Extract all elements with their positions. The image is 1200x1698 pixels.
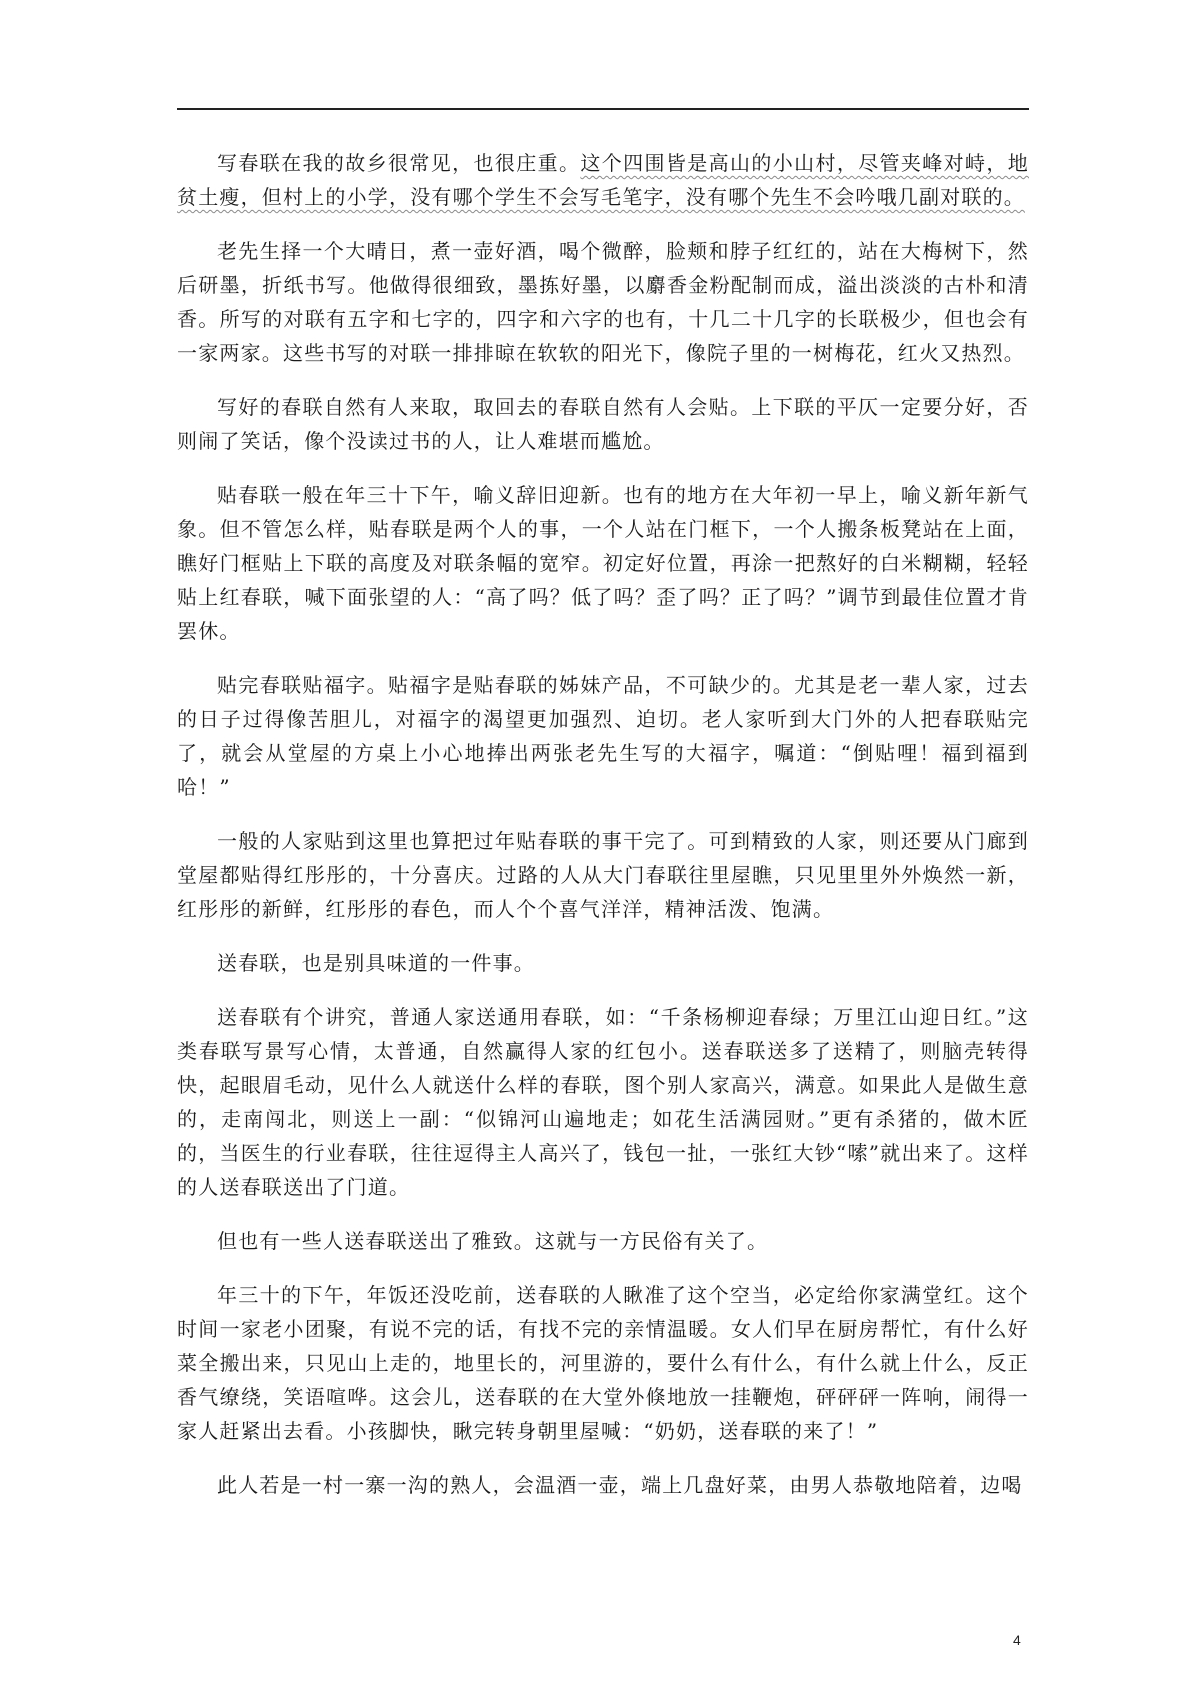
- paragraph-10: 年三十的下午，年饭还没吃前，送春联的人瞅准了这个空当，必定给你家满堂红。这个时间一家老小团聚，有说不完的话，有找不完的亲情温暖。女人们早在厨房帮忙，有什么好菜全搬出来，只见山上走的，地里长的，河里游的，要什么有什么，有什么就上什么，反正香气缭绕，笑语喧哗。这会儿，送春联的在大堂外倏地放一挂鞭炮，砰砰砰一阵响，闹得一家人赶紧出去看。小孩脚快，瞅完转身朝里屋喊：“奶奶，送春联的来了！”: [177, 1283, 1029, 1443]
- paragraph-3: 写好的春联自然有人来取，取回去的春联自然有人会贴。上下联的平仄一定要分好，否则闹了笑话，像个没读过书的人，让人难堪而尴尬。: [177, 395, 1029, 453]
- paragraph-1-marked-sentence: 这个四围皆是高山的小山村，尽管夹峰对峙，地贫土瘦，但村上的小学，没有哪个学生不会写毛笔字，没有哪个先生不会吟哦几副对联的。: [177, 151, 1029, 209]
- paragraph-4: 贴春联一般在年三十下午，喻义辞旧迎新。也有的地方在大年初一早上，喻义新年新气象。但不管怎么样，贴春联是两个人的事，一个人站在门框下，一个人搬条板凳站在上面，瞧好门框贴上下联的高度及对联条幅的宽窄。初定好位置，再涂一把熬好的白米糊糊，轻轻贴上红春联，喊下面张望的人：“高了吗？低了吗？歪了吗？正了吗？”调节到最佳位置才肯罢休。: [177, 483, 1029, 643]
- document-body: [177, 146, 1029, 1522]
- header-rule: [177, 108, 1029, 110]
- paragraph-8: 送春联有个讲究，普通人家送通用春联，如：“千条杨柳迎春绿；万里江山迎日红。”这类春联写景写心情，太普通，自然赢得人家的红包小。送春联送多了送精了，则脑壳转得快，起眼眉毛动，见什么人就送什么样的春联，图个别人家高兴，满意。如果此人是做生意的，走南闯北，则送上一副：“似锦河山遍地走；如花生活满园财。”更有杀猪的，做木匠的，当医生的行业春联，往往逗得主人高兴了，钱包一扯，一张红大钞“嗦”就出来了。这样的人送春联送出了门道。: [177, 1005, 1029, 1199]
- paragraph-1: [177, 146, 1029, 214]
- paragraph-2: 老先生择一个大晴日，煮一壶好酒，喝个微醉，脸颊和脖子红红的，站在大梅树下，然后研墨，折纸书写。他做得很细致，墨拣好墨，以麝香金粉配制而成，溢出淡淡的古朴和清香。所写的对联有五字和七字的，四字和六字的也有，十几二十几字的长联极少，但也会有一家两家。这些书写的对联一排排晾在软软的阳光下，像院子里的一树梅花，红火又热烈。: [177, 239, 1029, 365]
- page-number: 4: [1013, 1632, 1021, 1648]
- paragraph-7: 送春联，也是别具味道的一件事。: [217, 951, 535, 975]
- paragraph-11: 此人若是一村一寨一沟的熟人，会温酒一壶，端上几盘好菜，由男人恭敬地陪着，边喝: [217, 1473, 1023, 1497]
- paragraph-6: 一般的人家贴到这里也算把过年贴春联的事干完了。可到精致的人家，则还要从门廊到堂屋都贴得红彤彤的，十分喜庆。过路的人从大门春联往里屋瞧，只见里里外外焕然一新，红彤彤的新鲜，红彤彤的春色，而人个个喜气洋洋，精神活泼、饱满。: [177, 829, 1029, 921]
- paragraph-5: 贴完春联贴福字。贴福字是贴春联的姊妹产品，不可缺少的。尤其是老一辈人家，过去的日子过得像苦胆儿，对福字的渴望更加强烈、迫切。老人家听到大门外的人把春联贴完了，就会从堂屋的方桌上小心地捧出两张老先生写的大福字，嘱道：“倒贴哩！福到福到哈！”: [177, 673, 1029, 799]
- paragraph-1-lead: 写春联在我的故乡很常见，也很庄重。: [217, 151, 581, 175]
- paragraph-9: 但也有一些人送春联送出了雅致。这就与一方民俗有关了。: [217, 1229, 769, 1253]
